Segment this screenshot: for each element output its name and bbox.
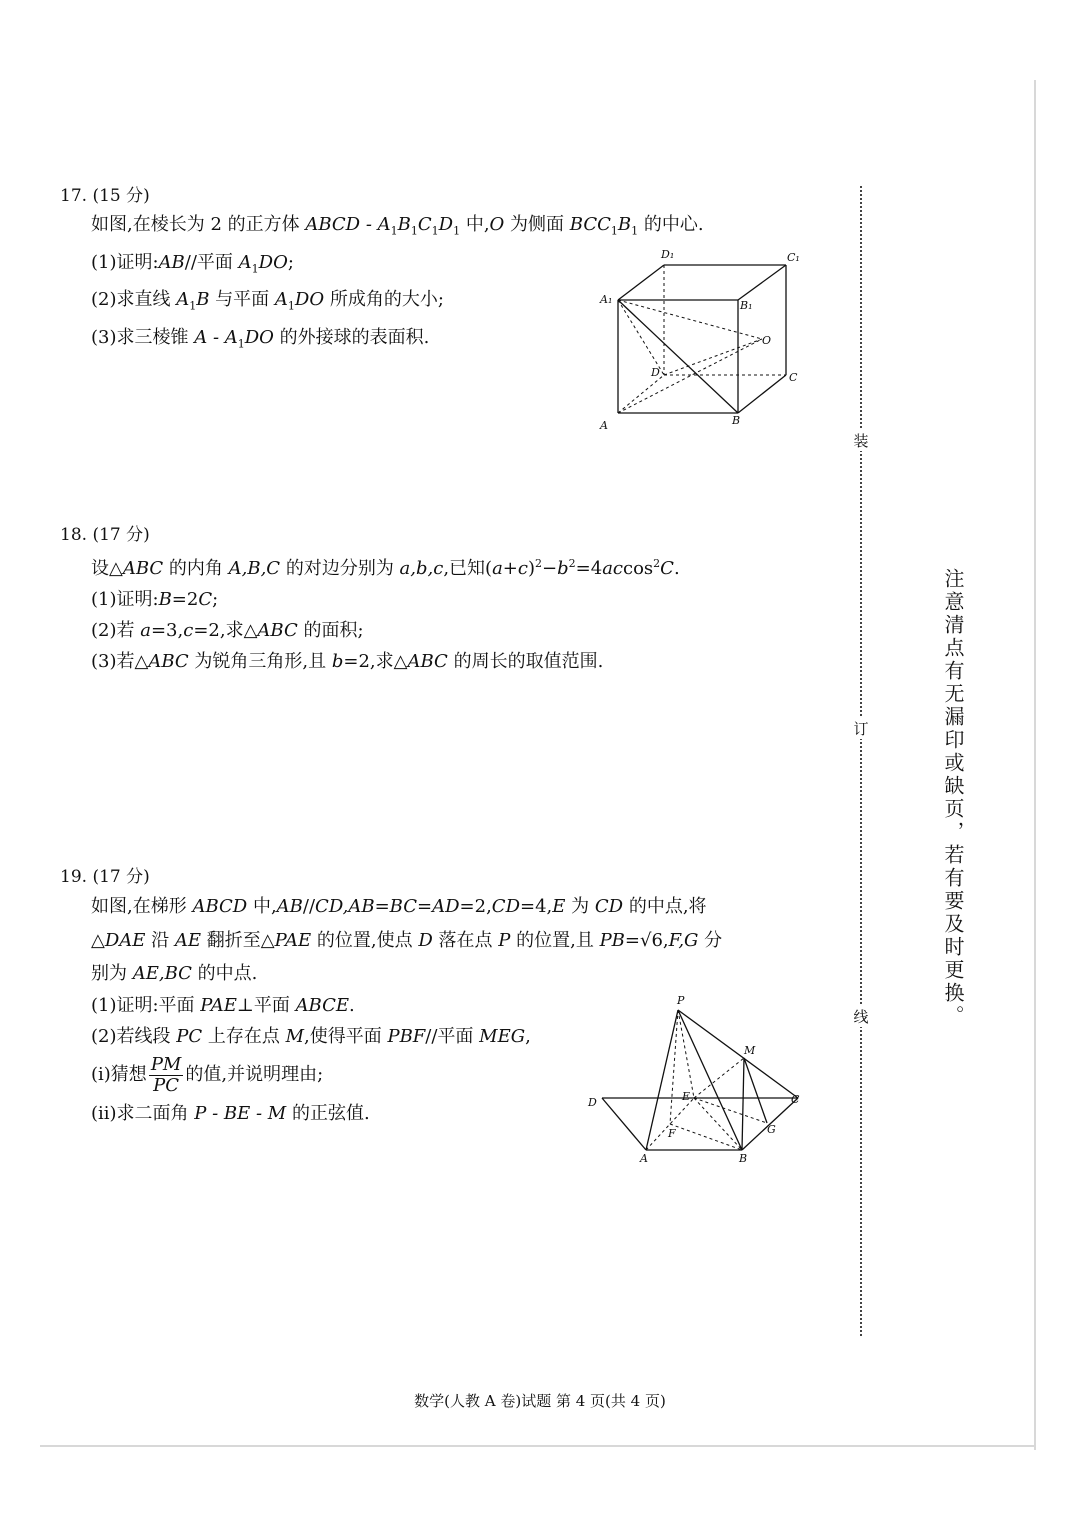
question-17-stem: 如图,在棱长为 2 的正方体 ABCD - $A_1B_1C_1D_1$ 中,O 为侧面 $BCC_1B_1$ 的中心. [91, 214, 704, 238]
question-18-header: 18. (17 分) [60, 525, 150, 545]
label-D: D [651, 366, 660, 379]
segment-em [694, 1058, 744, 1098]
binding-label-xian: 线 [850, 1006, 872, 1027]
label-C: C [789, 371, 798, 384]
question-18-part-3: (3)若△ABC 为锐角三角形,且 b=2,求△ABC 的周长的取值范围. [91, 651, 604, 672]
edge-pc [678, 1010, 798, 1098]
cube-figure [596, 243, 806, 433]
label-M: M [744, 1044, 756, 1057]
segment-eg [694, 1098, 767, 1123]
edge-da [602, 1098, 646, 1150]
edge-ad-hidden [618, 375, 664, 413]
question-18-stem: 设△ABC 的内角 A,B,C 的对边分别为 a,b,c,已知$(a+c)^2-b^2=4accos^2C$. [91, 557, 680, 579]
question-17-part-1: (1)证明:AB//平面 $A_1DO$; [91, 251, 294, 276]
question-19-part-1: (1)证明:平面 PAE⊥平面 ABCE. [91, 995, 355, 1016]
question-19-part-2-ii: (ⅱ)求二面角 P - BE - M 的正弦值. [91, 1103, 370, 1124]
label-F: F [668, 1127, 676, 1140]
binding-label-zhuang: 装 [850, 430, 872, 451]
segment-ao [618, 339, 762, 413]
question-18 [60, 522, 820, 677]
label-A: A [600, 419, 608, 432]
sheet-edge-bottom [40, 1445, 1036, 1447]
label-D1: D₁ [661, 248, 675, 261]
segment-pe [678, 1010, 694, 1098]
sheet-edge-right [1034, 80, 1036, 1450]
question-19-stem-line-1: 如图,在梯形 ABCD 中,AB//CD,AB=BC=AD=2,CD=4,E 为 CD 的中点,将 [91, 896, 707, 917]
label-A1: A₁ [600, 293, 613, 306]
segment-a1b [618, 300, 738, 413]
label-A: A [640, 1152, 648, 1165]
question-19-stem-line-2: △DAE 沿 AE 翻折至△PAE 的位置,使点 D 落在点 P 的位置,且 PB=√6,F,G 分 [91, 930, 723, 951]
fraction-pm-pc: $\frac{PM}{PC}$ [150, 1053, 182, 1096]
segment-bm [742, 1058, 744, 1150]
edge-a1d1 [618, 265, 664, 300]
question-18-part-2: (2)若 a=3,c=2,求△ABC 的面积; [91, 620, 364, 641]
label-C: C [791, 1093, 800, 1106]
question-19-part-2: (2)若线段 PC 上存在点 M,使得平面 PBF//平面 MEG, [91, 1026, 531, 1047]
label-B: B [732, 414, 741, 427]
edge-bc [738, 375, 786, 413]
label-P: P [677, 994, 685, 1007]
question-19-stem-line-3: 别为 AE,BC 的中点. [91, 963, 258, 984]
question-17-part-2: (2)求直线 $A_1B$ 与平面 $A_1DO$ 所成角的大小; [91, 289, 444, 313]
label-B1: B₁ [740, 299, 753, 312]
question-18-part-1: (1)证明:B=2C; [91, 589, 219, 610]
question-19-header: 19. (17 分) [60, 867, 150, 887]
label-B: B [739, 1152, 748, 1165]
edge-pb [678, 1010, 742, 1150]
segment-mg [744, 1058, 767, 1123]
label-O: O [762, 334, 772, 347]
edge-b1c1 [738, 265, 786, 300]
question-19-part-2-i: (ⅰ)猜想 $\frac{PM}{PC}$ 的值,并说明理由; [91, 1053, 324, 1096]
page-footer: 数学(人教 A 卷)试题 第 4 页(共 4 页) [414, 1392, 666, 1410]
question-17-part-3: (3)求三棱锥 A - $A_1DO$ 的外接球的表面积. [91, 326, 430, 351]
label-D: D [588, 1096, 597, 1109]
label-G: G [767, 1123, 776, 1136]
question-17-header: 17. (15 分) [60, 186, 150, 206]
pyramid-figure [580, 990, 810, 1170]
label-E: E [682, 1090, 691, 1103]
binding-dotted-line [860, 186, 864, 1336]
label-C1: C₁ [787, 251, 800, 264]
print-check-notice: 注意清点有无漏印或缺页，若有要及时更换。 [941, 568, 965, 1028]
binding-label-ding: 订 [850, 718, 872, 739]
